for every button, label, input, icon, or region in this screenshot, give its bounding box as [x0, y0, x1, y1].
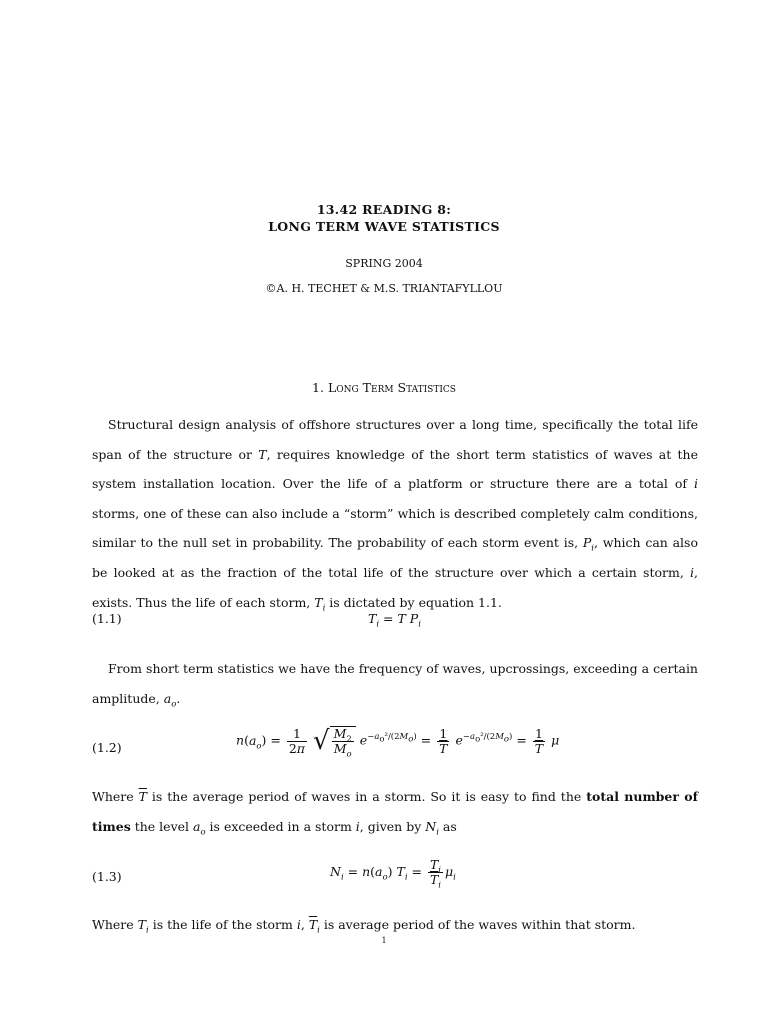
equation-1-3: $N_i = n(a_o) T_i$ = $\frac{T_i}{\overline{T}_i}$ $\mu_i$: [330, 857, 456, 891]
paragraph-4: Where $T_i$ is the life of the storm i, $\overline{T}_i$ is average period of the waves within that storm.: [92, 917, 636, 936]
paragraph-1: Structural design analysis of offshore structures over a long time, specifically the total life span of the structure or T, requires knowledge of the short term statistics of waves at the system installation location. Over the life of a platform or structure there are a total of i storms, one of these can also include a “storm” which is described completely calm conditions, similar to the null set in probability. The probability of each storm event is, $P_i$, which can also be looked at as the fraction of the total life of the structure over which a certain storm, i, exists. Thus the life of each storm, $T_i$ is dictated by equation 1.1.: [92, 417, 698, 614]
equation-1-1: $T_i = T$ $P_i$: [368, 611, 421, 630]
paragraph-3: Where $\overline{T}$ is the average period of waves in a storm. So it is easy to find the total number of times the level $a_o$ is exceeded in a storm i, given by $N_i$ as: [92, 789, 698, 838]
paragraph-2: From short term statistics we have the frequency of waves, upcrossings, exceeding a certain amplitude, $a_o$.: [92, 661, 698, 710]
title-line-1: 13.42 READING 8:: [316, 202, 452, 217]
equation-1-2: $n(a_o)$ = $\frac{1}{2\pi}$ √ $\frac{M_2}{M_o}$ $e^{-a_o^2/(2M_o)}$ = $\frac{1}{T}$ $e^{-a_o^2/(2M_o)}$ = $\frac{1}{T}$ μ: [236, 725, 560, 760]
equation-number-1-2: (1.2): [92, 740, 122, 755]
bold-phrase: total number of times: [92, 789, 698, 834]
term-label: SPRING 2004: [345, 257, 423, 270]
equation-number-1-3: (1.3): [92, 869, 122, 884]
page-number: 1: [381, 936, 387, 945]
authors: ©A. H. TECHET & M.S. TRIANTAFYLLOU: [265, 282, 503, 295]
title-line-2: LONG TERM WAVE STATISTICS: [268, 219, 500, 234]
section-heading: 1. Long Term Statistics: [312, 380, 456, 395]
equation-number-1-1: (1.1): [92, 611, 122, 626]
